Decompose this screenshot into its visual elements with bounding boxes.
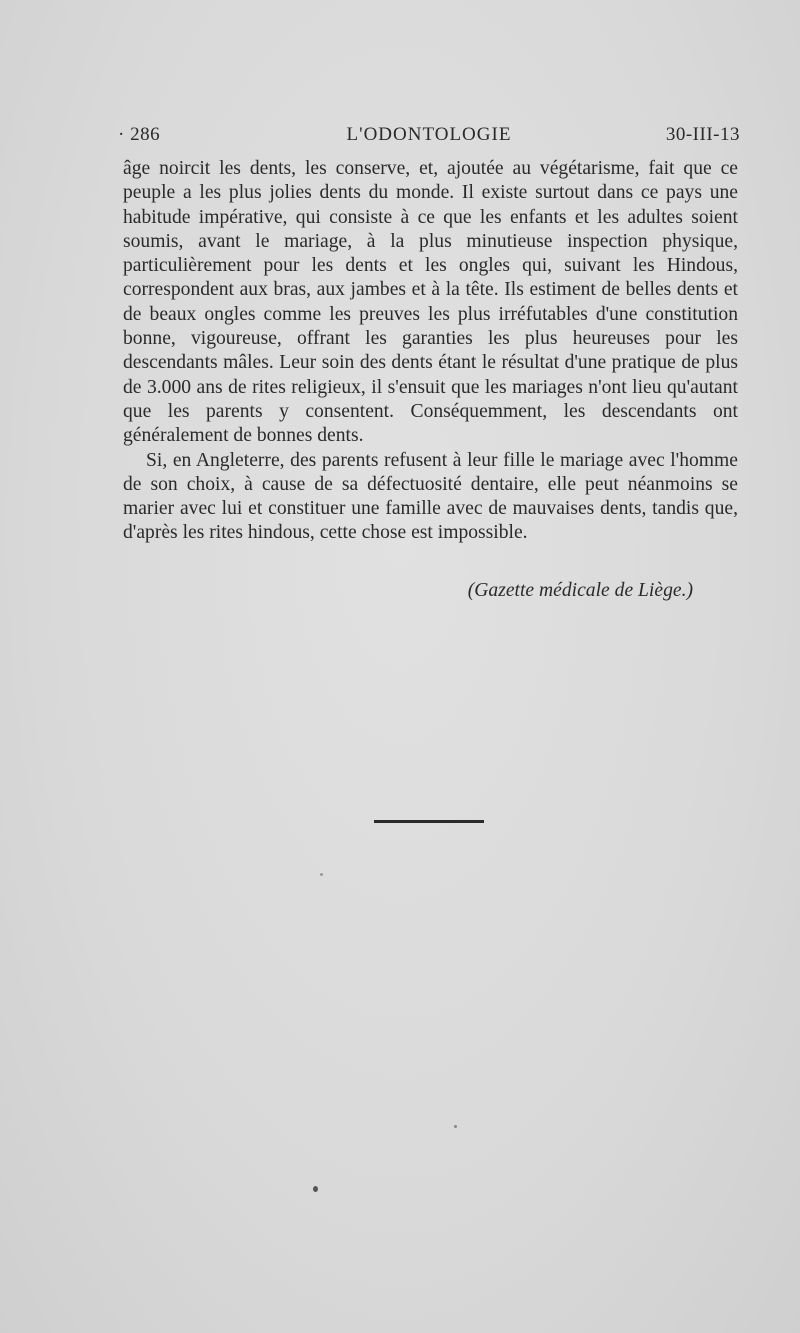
journal-title: L'ODONTOLOGIE [346,124,512,145]
issue-date: 30-III-13 [665,124,740,145]
print-speck [454,1125,457,1128]
paragraph: Si, en Angleterre, des parents refusent à leur fille le mariage avec l'homme de son choix, à cause de sa défectuosité dentaire, elle peut néanmoins se marier avec lui et constituer une famille avec de mauvaises dents, tandis que, d'après les rites hindous, cette chose est impossible. [123,449,738,544]
section-end-rule [374,820,484,823]
article-body [123,157,738,546]
print-speck [313,1186,318,1192]
paragraph-continued: âge noircit les dents, les conserve, et, ajoutée au végétarisme, fait que ce peuple a les plus jolies dents du monde. Il existe surtout dans ce pays une habitude impérative, qui consiste à ce que les enfants et les adultes soient soumis, avant le mariage, à la plus minutieuse inspection physique, particulièrement pour les dents et les ongles qui, suivant les Hindous, correspondent aux bras, aux jambes et à la tête. Ils estiment de belles dents et de beaux ongles comme les preuves les plus irréfutables d'une constitution bonne, vigoureuse, offrant les garanties les plus heureuses pour les descendants mâles. Leur soin des dents étant le résultat d'une pratique de plus de 3.000 ans de rites religieux, il s'ensuit que les mariages n'ont lieu qu'autant que les parents y consentent. Conséquemment, les descendants ont généralement de bonnes dents. [123,158,738,447]
page-number: · 286 [118,124,161,145]
print-speck [320,873,323,876]
running-header [118,122,740,152]
source-citation: (Gazette médicale de Liège.) [467,580,693,601]
